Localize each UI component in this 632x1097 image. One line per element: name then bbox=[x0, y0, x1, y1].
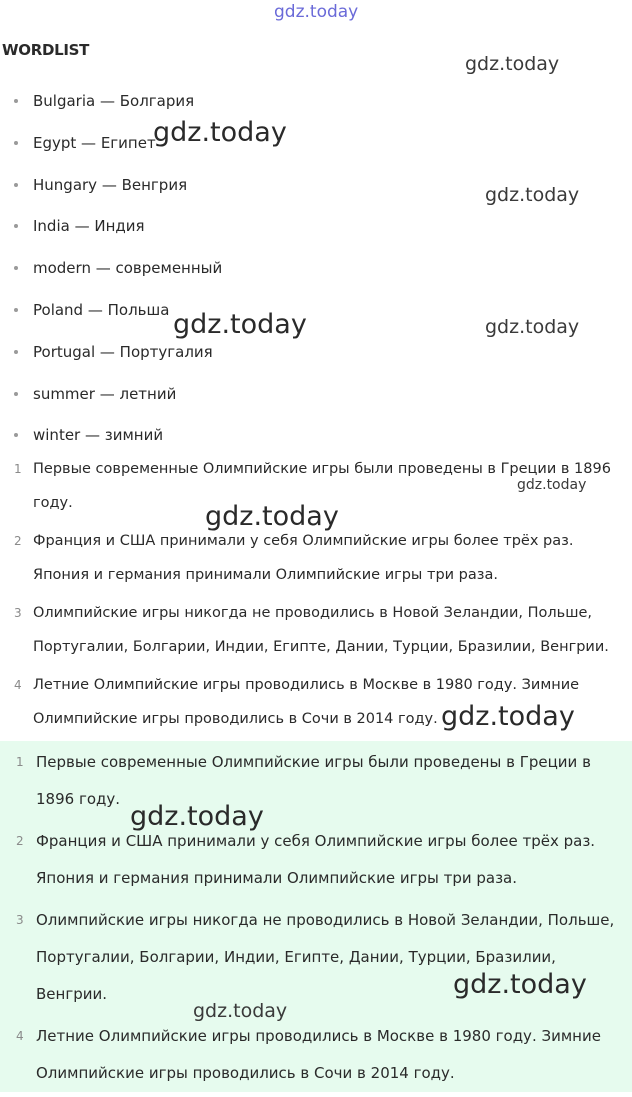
word-entry: Poland — Польша bbox=[33, 300, 170, 319]
bullet-icon bbox=[14, 141, 18, 145]
watermark: gdz.today bbox=[485, 184, 580, 206]
list-item bbox=[0, 337, 632, 379]
watermark: gdz.today bbox=[193, 1000, 288, 1022]
answer-item bbox=[0, 1018, 632, 1092]
answer-text: Первые современные Олимпийские игры были проведены в Греции в 1896 году. bbox=[36, 753, 591, 808]
watermark: gdz.today bbox=[173, 309, 307, 340]
watermark: gdz.today bbox=[517, 477, 587, 493]
item-number: 1 bbox=[14, 462, 22, 476]
bullet-icon bbox=[14, 392, 18, 396]
word-entry: Portugal — Португалия bbox=[33, 342, 213, 361]
word-entry: Hungary — Венгрия bbox=[33, 175, 188, 194]
watermark: gdz.today bbox=[485, 316, 580, 338]
bullet-icon bbox=[14, 433, 18, 437]
watermark: gdz.today bbox=[441, 701, 575, 732]
sentence-text: Летние Олимпийские игры проводились в Москве в 1980 году. Зимние Олимпийские игры проводились в Сочи в 2014 году. bbox=[33, 677, 580, 727]
bullet-icon bbox=[14, 266, 18, 270]
item-number: 4 bbox=[14, 678, 22, 692]
answer-item bbox=[0, 744, 632, 818]
sentence-item bbox=[0, 524, 632, 592]
sentence-text: Первые современные Олимпийские игры были проведены в Греции в 1896 году. bbox=[33, 461, 611, 511]
item-number: 2 bbox=[16, 834, 24, 848]
word-entry: winter — зимний bbox=[33, 426, 164, 445]
bullet-icon bbox=[14, 350, 18, 354]
list-item bbox=[0, 379, 632, 421]
answer-text: Летние Олимпийские игры проводились в Москве в 1980 году. Зимние Олимпийские игры проводились в Сочи в 2014 году. bbox=[36, 1027, 601, 1082]
watermark: gdz.today bbox=[274, 2, 359, 22]
bullet-icon bbox=[14, 183, 18, 187]
word-entry: Bulgaria — Болгария bbox=[33, 92, 195, 110]
sentence-text: Олимпийские игры никогда не проводились в Новой Зеландии, Польше, Португалии, Болгарии, Индии, Египте, Дании, Турции, Бразилии, Венгрии. bbox=[33, 605, 609, 655]
bullet-icon bbox=[14, 99, 18, 103]
sentence-list bbox=[0, 452, 632, 740]
watermark: gdz.today bbox=[465, 53, 560, 75]
list-item bbox=[0, 211, 632, 253]
watermark: gdz.today bbox=[453, 969, 587, 1000]
answer-list bbox=[0, 744, 632, 1097]
answer-text: Франция и США принимали у себя Олимпийские игры более трёх раз. Япония и германия принимали Олимпийские игры три раза. bbox=[36, 832, 596, 887]
sentence-item bbox=[0, 596, 632, 664]
word-entry: Egypt — Египет bbox=[33, 133, 156, 152]
item-number: 3 bbox=[16, 913, 24, 927]
bullet-icon bbox=[14, 308, 18, 312]
sentence-text: Франция и США принимали у себя Олимпийские игры более трёх раз. Япония и германия принимали Олимпийские игры три раза. bbox=[33, 533, 574, 583]
wordlist-title: WORDLIST bbox=[2, 41, 90, 59]
word-entry: summer — летний bbox=[33, 384, 177, 403]
watermark: gdz.today bbox=[205, 501, 339, 532]
answer-text: Олимпийские игры никогда не проводились в Новой Зеландии, Польше, Португалии, Болгарии, Индии, Египте, Дании, Турции, Бразилии, Венгрии. bbox=[36, 911, 615, 1003]
list-item bbox=[0, 253, 632, 295]
list-item bbox=[0, 86, 632, 128]
word-entry: India — Индия bbox=[33, 217, 145, 236]
list-item bbox=[0, 128, 632, 170]
watermark: gdz.today bbox=[153, 117, 287, 148]
answer-item bbox=[0, 823, 632, 897]
bullet-icon bbox=[14, 224, 18, 228]
item-number: 2 bbox=[14, 534, 22, 548]
word-entry: modern — современный bbox=[33, 259, 223, 278]
wordlist bbox=[0, 86, 632, 462]
item-number: 4 bbox=[16, 1029, 24, 1043]
item-number: 1 bbox=[16, 755, 24, 769]
item-number: 3 bbox=[14, 606, 22, 620]
watermark: gdz.today bbox=[130, 801, 264, 832]
